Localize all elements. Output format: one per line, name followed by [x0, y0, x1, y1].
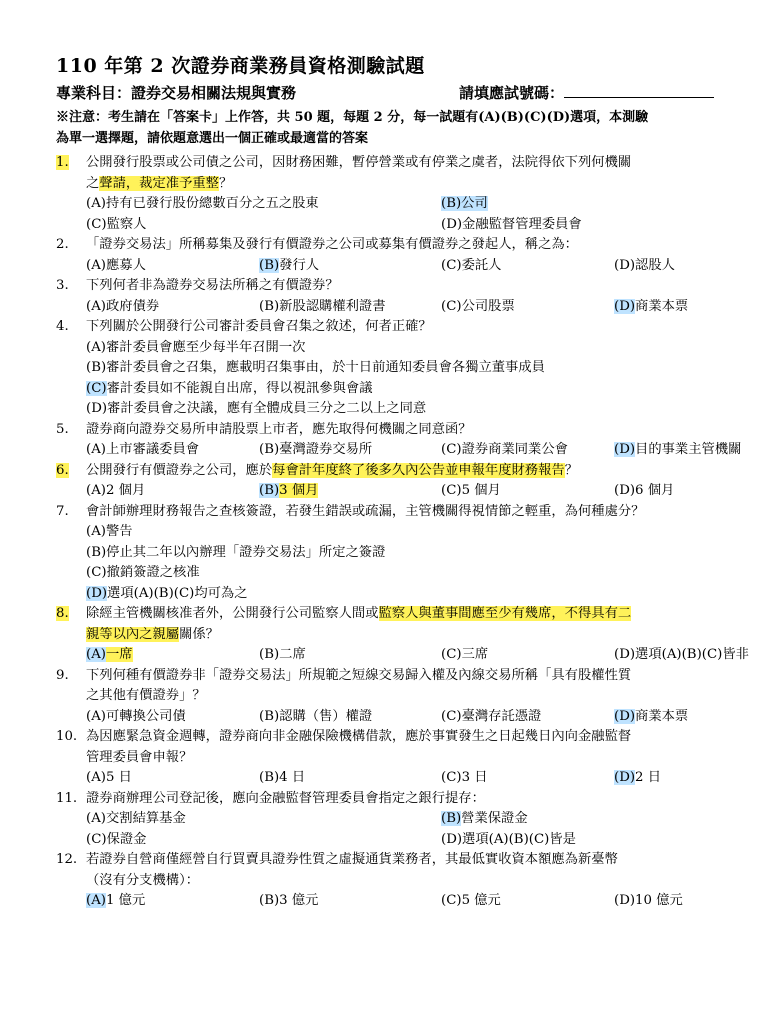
option-text: 審計委員會之決議，應有全體成員三分之二以上之同意	[107, 401, 427, 416]
option-text: 警告	[105, 524, 133, 539]
option-d[interactable]	[614, 645, 749, 666]
option-c[interactable]	[441, 768, 614, 789]
option-text: 選項(A)(B)(C)皆是	[462, 831, 576, 847]
option-text: 臺灣證券交易所	[279, 442, 373, 457]
question-3	[56, 276, 738, 317]
option-marker: (C)	[441, 257, 462, 273]
question-number: 1.	[56, 155, 69, 170]
option-b[interactable]	[441, 809, 528, 830]
option-a[interactable]	[86, 338, 305, 359]
option-marker: (C)	[441, 893, 462, 908]
option-c[interactable]	[441, 256, 614, 277]
question-7	[56, 502, 738, 605]
exam-title: 110 年第 2 次證券商業務員資格測驗試題	[56, 55, 425, 77]
option-marker: (C)	[86, 380, 107, 396]
option-marker: (C)	[86, 216, 107, 232]
question-text-cont: 之其他有價證券」？	[86, 688, 206, 703]
option-text: 商業本票	[635, 298, 689, 314]
question-text: 會計師辦理財務報告之查核簽證，若發生錯誤或疏漏，主管機關得視情節之輕重，為何種處分？	[86, 503, 645, 519]
option-text: 5 個月	[461, 483, 501, 498]
option-marker: (D)	[614, 708, 636, 724]
option-marker: (A)	[86, 893, 106, 908]
question-number: 6.	[56, 462, 69, 478]
option-text: 3 日	[461, 770, 488, 785]
option-marker: (A)	[86, 708, 106, 724]
option-text: 上市審議委員會	[105, 442, 200, 457]
option-a[interactable]	[86, 891, 259, 912]
option-d[interactable]	[614, 768, 661, 789]
notice-line-2: 為單一選擇題，請依題意選出一個正確或最適當的答案	[56, 131, 369, 146]
option-marker: (C)	[441, 442, 462, 457]
option-marker: (A)	[86, 257, 106, 273]
subject-row	[56, 82, 738, 104]
option-b[interactable]	[259, 768, 441, 789]
question-text: 除經主管機關核准者外，公開發行公司監察人間或	[86, 606, 379, 621]
option-d[interactable]	[614, 297, 688, 318]
option-marker: (D)	[441, 216, 463, 232]
option-b[interactable]	[259, 891, 441, 912]
option-d[interactable]	[614, 256, 675, 277]
option-marker: (B)	[259, 483, 280, 498]
question-2	[56, 235, 738, 276]
option-a[interactable]	[86, 440, 259, 461]
option-b[interactable]	[259, 297, 441, 318]
option-marker: (B)	[259, 298, 280, 314]
question-text: 下列關於公開發行公司審計委員會召集之敘述，何者正確？	[86, 319, 432, 334]
option-marker: (A)	[86, 483, 106, 498]
question-text-end: ？	[218, 175, 233, 191]
option-text: 公司	[461, 196, 488, 211]
question-number: 3.	[56, 278, 69, 293]
option-marker: (A)	[86, 647, 106, 662]
option-marker: (B)	[259, 647, 280, 662]
question-5	[56, 420, 742, 461]
option-d[interactable]	[86, 584, 248, 605]
option-marker: (D)	[614, 770, 636, 785]
question-text: 證券商辦理公司登記後，應向金融監督管理委員會指定之銀行提存：	[86, 790, 485, 806]
option-marker: (A)	[86, 524, 106, 539]
option-marker: (C)	[86, 831, 107, 847]
question-4	[56, 317, 738, 420]
question-number: 11.	[56, 790, 78, 806]
option-a[interactable]	[86, 707, 259, 728]
question-number: 5.	[56, 421, 69, 437]
option-text: 3 個月	[279, 483, 319, 498]
option-marker: (A)	[86, 811, 106, 826]
question-text: 若證券自營商僅經營自行買賣具證券性質之虛擬通貨業務者，其最低實收資本額應為新臺幣	[86, 852, 618, 867]
option-text: 持有已發行股份總數百分之五之股東	[105, 196, 319, 211]
option-d[interactable]	[614, 440, 741, 461]
option-c[interactable]	[441, 440, 614, 461]
option-marker: (D)	[614, 647, 636, 662]
option-marker: (B)	[441, 196, 462, 211]
question-number: 12.	[56, 852, 78, 867]
option-c[interactable]	[441, 481, 614, 502]
option-c[interactable]	[441, 645, 614, 666]
option-a[interactable]	[86, 645, 259, 666]
question-text: 公開發行有價證券之公司，應於	[86, 462, 273, 478]
option-text: 1 億元	[105, 893, 146, 908]
highlighted-text: 親等以內之親屬	[86, 626, 180, 642]
option-marker: (B)	[259, 893, 280, 908]
option-a[interactable]	[86, 481, 259, 502]
option-marker: (D)	[614, 483, 636, 498]
question-10	[56, 727, 738, 789]
option-a[interactable]	[86, 522, 133, 543]
option-marker: (D)	[614, 298, 636, 314]
question-number: 10.	[56, 729, 78, 744]
question-6	[56, 461, 738, 502]
option-text: 6 個月	[635, 483, 675, 498]
option-text: 監察人	[106, 216, 147, 232]
option-marker: (B)	[259, 257, 280, 273]
highlighted-text: 監察人與董事間應至少有幾席，不得具有二	[378, 606, 632, 621]
option-text: 2 日	[635, 770, 662, 785]
option-b[interactable]	[259, 256, 441, 277]
exam-number-field[interactable]	[459, 82, 714, 104]
option-text: 選項(A)(B)(C)皆非	[635, 647, 749, 662]
option-marker: (A)	[86, 298, 106, 314]
option-a[interactable]	[86, 194, 441, 215]
option-a[interactable]	[86, 297, 259, 318]
question-text: 下列何者非為證券交易法所稱之有價證券？	[86, 278, 339, 293]
option-text: 目的事業主管機關	[635, 442, 742, 457]
option-marker: (A)	[86, 442, 106, 457]
option-b[interactable]	[441, 194, 488, 215]
option-text: 應募人	[105, 257, 146, 273]
option-c[interactable]	[86, 379, 373, 400]
option-marker: (B)	[259, 442, 280, 457]
option-marker: (C)	[441, 483, 462, 498]
option-text: 營業保證金	[461, 811, 528, 826]
option-d[interactable]	[614, 891, 683, 912]
option-text: 2 個月	[105, 483, 146, 498]
option-d[interactable]	[614, 707, 688, 728]
option-text: 二席	[279, 647, 306, 662]
notice	[56, 107, 738, 149]
option-text: 公司股票	[461, 298, 515, 314]
option-marker: (D)	[614, 257, 636, 273]
option-d[interactable]	[441, 215, 582, 236]
question-12	[56, 850, 738, 912]
option-marker: (C)	[441, 708, 462, 724]
option-c[interactable]	[86, 830, 441, 851]
option-text: 認購（售）權證	[279, 708, 373, 724]
question-text: 證券商向證券交易所申請股票上市者，應先取得何機關之同意函？	[86, 421, 472, 437]
option-marker: (A)	[86, 770, 106, 785]
option-c[interactable]	[441, 707, 614, 728]
option-marker: (B)	[259, 708, 280, 724]
option-marker: (D)	[86, 401, 108, 416]
option-marker: (B)	[86, 360, 107, 375]
option-marker: (B)	[86, 544, 107, 560]
option-b[interactable]	[259, 707, 441, 728]
option-b[interactable]	[86, 358, 545, 379]
option-marker: (D)	[614, 442, 636, 457]
question-text-cont: 管理委員會申報？	[86, 749, 193, 765]
option-text: 證券商業同業公會	[461, 442, 568, 457]
option-text: 商業本票	[635, 708, 689, 724]
exam-number-blank[interactable]	[564, 83, 714, 98]
question-text: 為因應緊急資金週轉，證券商向非金融保險機構借款，應於事實發生之日起幾日內向金融監督	[86, 729, 632, 744]
option-text: 臺灣存託憑證	[461, 708, 542, 724]
option-b[interactable]	[86, 543, 385, 564]
option-text: 政府債券	[105, 298, 160, 314]
exam-number-label: 請填應試號碼：	[458, 84, 564, 102]
question-number: 2.	[56, 237, 69, 252]
option-text: 新股認購權利證書	[279, 298, 386, 314]
option-text: 金融監督管理委員會	[462, 216, 582, 232]
option-c[interactable]	[441, 891, 614, 912]
question-9	[56, 666, 738, 728]
question-text-cont: 之	[86, 175, 100, 191]
option-b[interactable]	[259, 440, 441, 461]
option-a[interactable]	[86, 809, 441, 830]
option-text: 5 億元	[461, 893, 501, 908]
question-number: 8.	[56, 606, 69, 621]
option-text: 委託人	[461, 257, 502, 273]
option-a[interactable]	[86, 768, 259, 789]
option-c[interactable]	[86, 563, 200, 584]
option-d[interactable]	[614, 481, 674, 502]
option-text: 保證金	[106, 831, 147, 847]
question-number: 7.	[56, 503, 69, 519]
option-text: 停止其二年以內辦理「證券交易法」所定之簽證	[106, 544, 386, 560]
option-text: 4 日	[279, 770, 306, 785]
question-number: 4.	[56, 319, 69, 334]
option-marker: (D)	[441, 831, 463, 847]
subject-label: 專業科目：證券交易相關法規與實務	[56, 84, 297, 102]
option-text: 一席	[105, 647, 133, 662]
question-text: 公開發行股票或公司債之公司，因財務困難，暫停營業或有停業之虞者，法院得依下列何機關	[86, 155, 632, 170]
option-marker: (B)	[441, 811, 462, 826]
option-text: 審計委員會應至少每半年召開一次	[105, 339, 306, 355]
option-marker: (C)	[441, 298, 462, 314]
option-text: 審計委員如不能親自出席，得以視訊參與會議	[106, 380, 373, 396]
question-text: 下列何種有價證券非「證券交易法」所規範之短線交易歸入權及內線交易所稱「具有股權性質	[86, 667, 632, 683]
option-text: 10 億元	[635, 893, 683, 908]
option-b[interactable]	[259, 645, 441, 666]
highlighted-text: 每會計年度終了後多久內公告並申報年度財務報告	[272, 462, 565, 478]
option-text: 三席	[461, 647, 489, 662]
option-a[interactable]	[86, 256, 259, 277]
option-text: 5 日	[105, 770, 132, 785]
question-8	[56, 604, 749, 666]
option-marker: (A)	[86, 196, 106, 211]
question-text-end: 關係？	[179, 626, 219, 642]
question-text-cont: （沒有分支機構）：	[86, 872, 200, 888]
question-text-end: ？	[564, 462, 578, 478]
option-text: 3 億元	[279, 893, 319, 908]
option-text: 發行人	[279, 257, 320, 273]
option-b[interactable]	[259, 481, 441, 502]
option-text: 撤銷簽證之核准	[106, 565, 200, 580]
question-1	[56, 153, 738, 235]
option-marker: (C)	[441, 647, 462, 662]
option-marker: (C)	[441, 770, 462, 785]
option-text: 可轉換公司債	[105, 708, 186, 724]
option-text: 認股人	[635, 257, 675, 273]
option-d[interactable]	[86, 399, 426, 420]
option-c[interactable]	[86, 215, 441, 236]
option-marker: (D)	[86, 585, 108, 601]
question-number: 9.	[56, 667, 69, 683]
option-marker: (C)	[86, 565, 107, 580]
question-text: 「證券交易法」所稱募集及發行有價證券之公司或募集有價證券之發起人，稱之為：	[86, 237, 578, 252]
question-11	[56, 789, 738, 851]
option-text: 審計委員會之召集，應載明召集事由，於十日前通知委員會各獨立董事成員	[106, 360, 545, 375]
option-marker: (D)	[614, 893, 636, 908]
option-c[interactable]	[441, 297, 614, 318]
notice-line-1: ※注意：考生請在「答案卡」上作答，共 50 題，每題 2 分，每一試題有(A)(B)(C)(D)選項，本測驗	[56, 110, 649, 125]
option-text: 選項(A)(B)(C)均可為之	[107, 585, 248, 601]
option-d[interactable]	[441, 830, 576, 851]
option-marker: (A)	[86, 339, 106, 355]
highlighted-text: 聲請，裁定准予重整	[99, 175, 219, 191]
option-text: 交割結算基金	[105, 811, 186, 826]
option-marker: (B)	[259, 770, 280, 785]
